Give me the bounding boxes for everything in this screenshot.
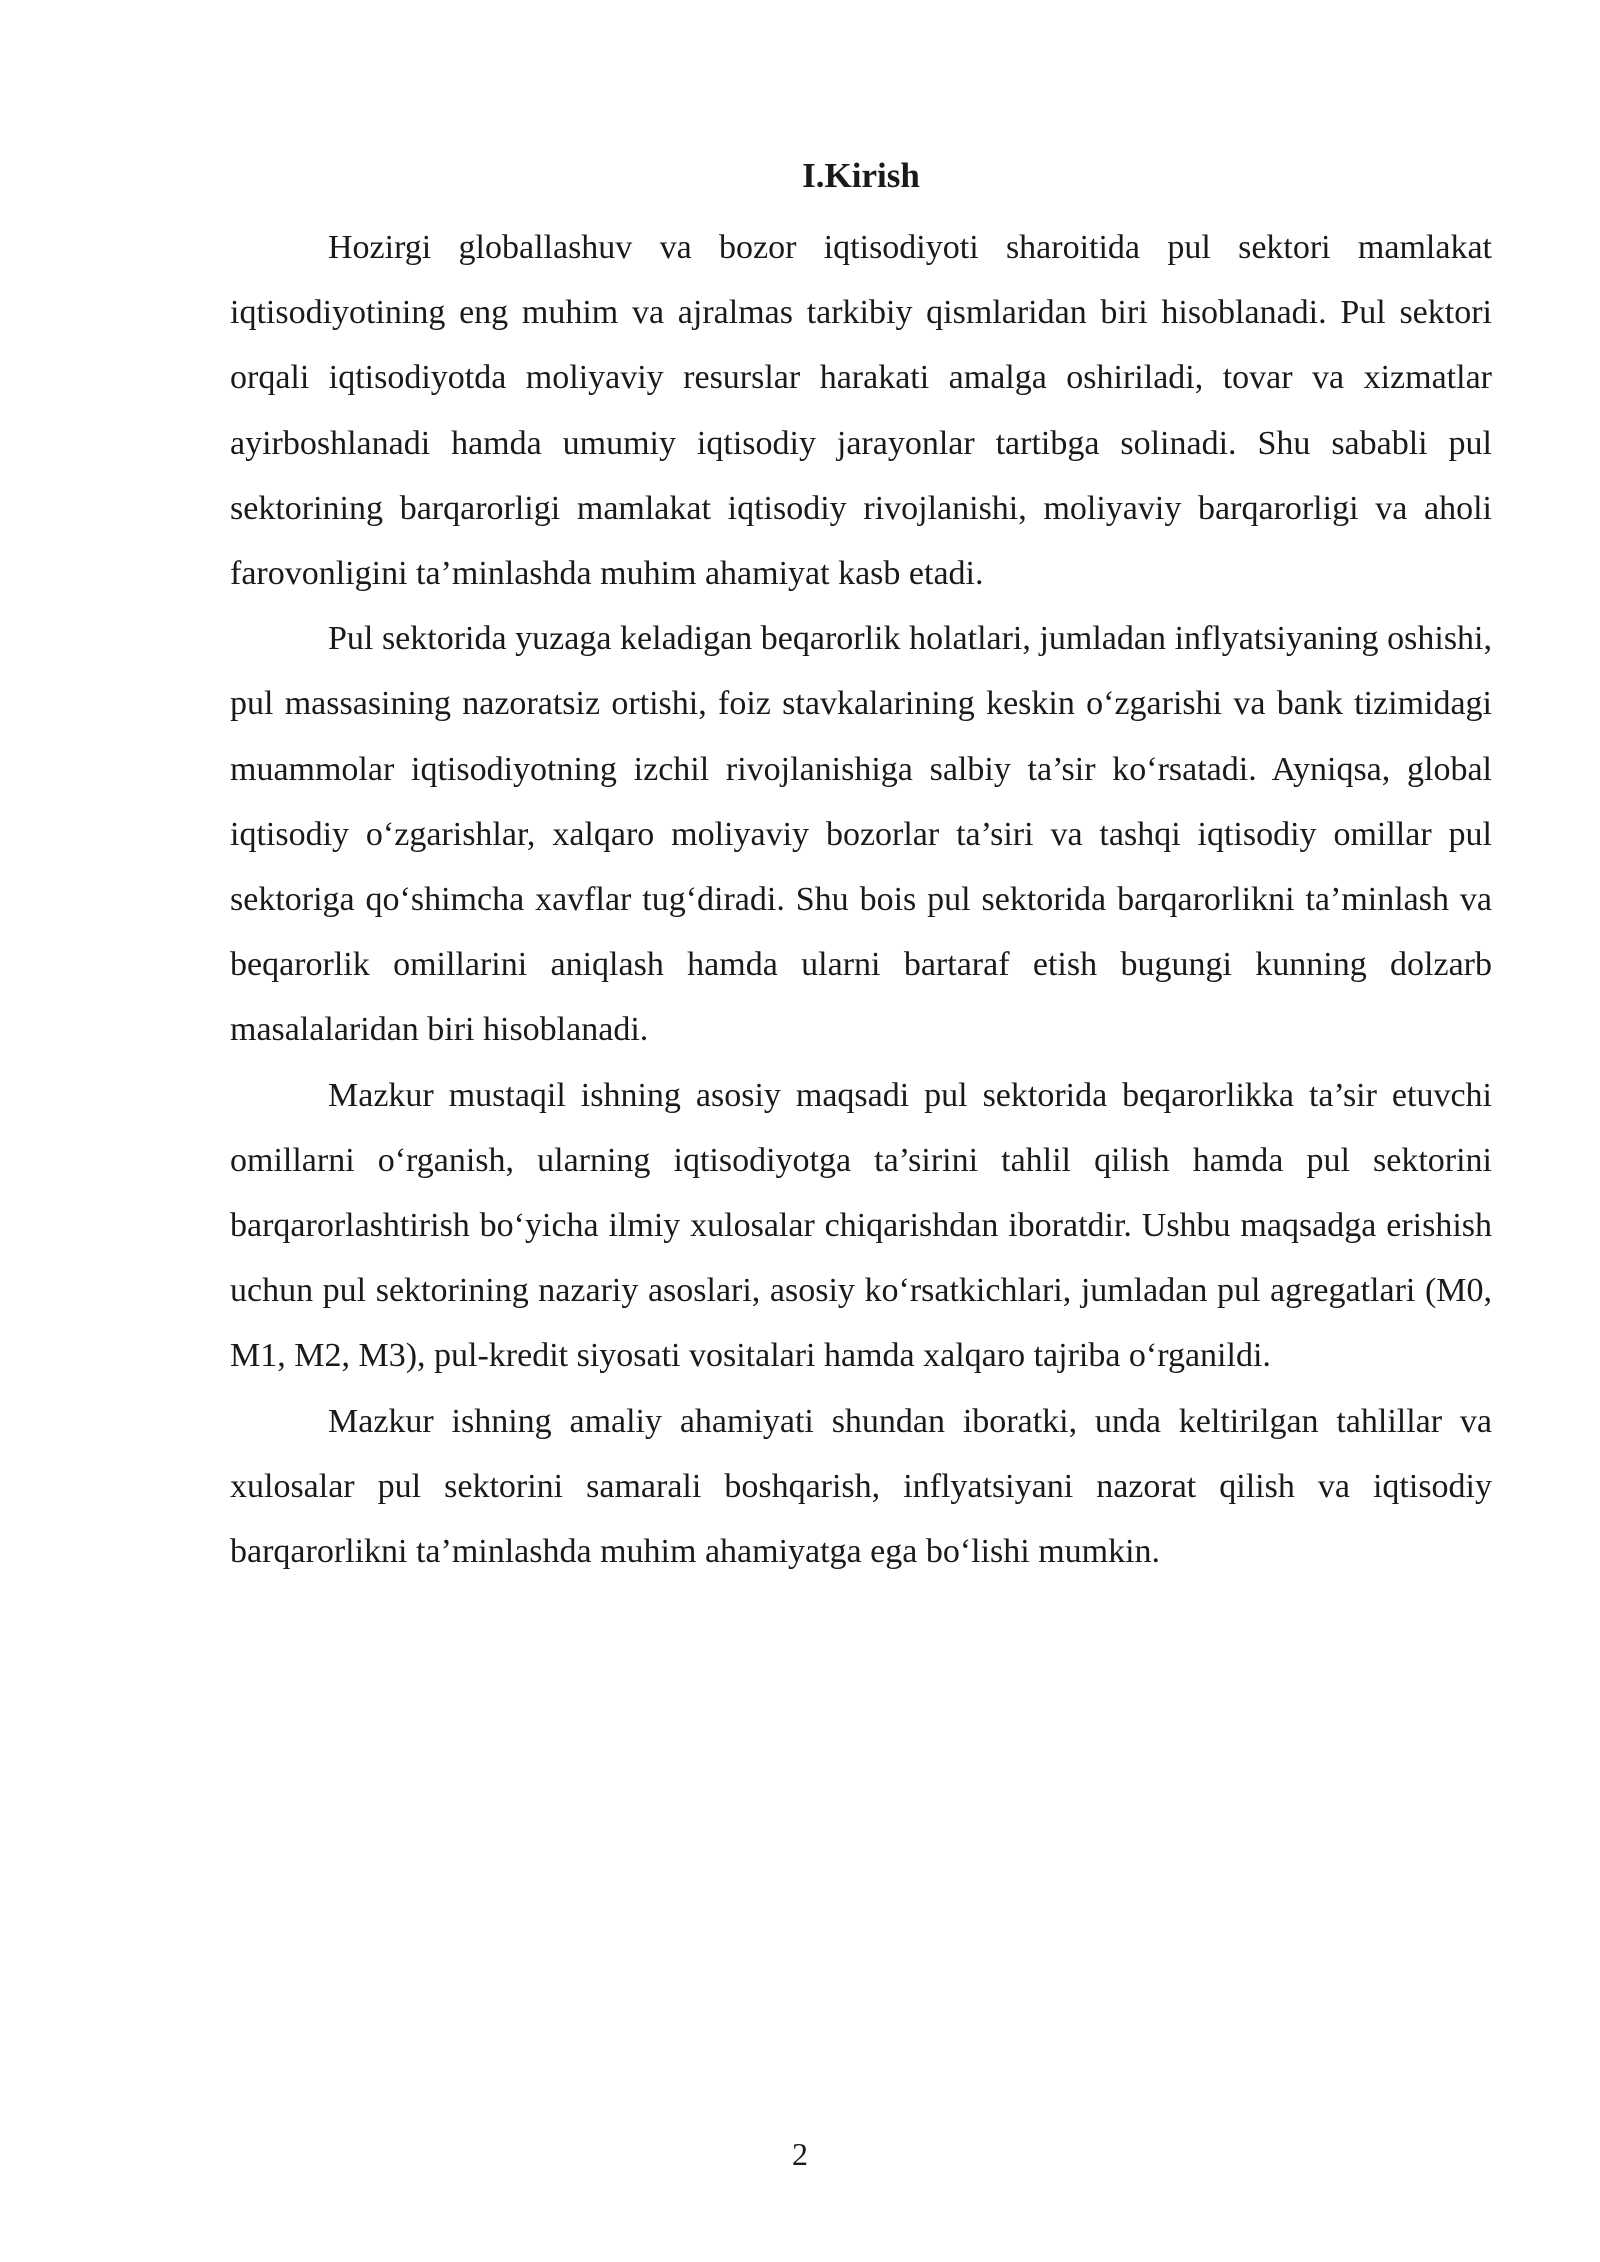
paragraph-1: Hozirgi globallashuv va bozor iqtisodiyoti sharoitida pul sektori mamlakat iqtisodiyotining eng muhim va ajralmas tarkibiy qismlaridan biri hisoblanadi. Pul sektori orqali iqtisodiyotda moliyaviy resurslar harakati amalga oshiriladi, tovar va xizmatlar ayirboshlanadi hamda umumiy iqtisodiy jarayonlar tartibga solinadi. Shu sababli pul sektorining barqarorligi mamlakat iqtisodiy rivojlanishi, moliyaviy barqarorligi va aholi farovonligini ta’minlashda muhim ahamiyat kasb etadi. — [230, 229, 1492, 593]
body-text — [230, 215, 1492, 1584]
paragraph-2: Pul sektorida yuzaga keladigan beqarorlik holatlari, jumladan inflyatsiyaning oshishi, pul massasining nazoratsiz ortishi, foiz stavkalarining keskin o‘zgarishi va bank tizimidagi muammolar iqtisodiyotning izchil rivojlanishiga salbiy ta’sir ko‘rsatadi. Ayniqsa, global iqtisodiy o‘zgarishlar, xalqaro moliyaviy bozorlar ta’siri va tashqi iqtisodiy omillar pul sektoriga qo‘shimcha xavflar tug‘diradi. Shu bois pul sektorida barqarorlikni ta’minlash va beqarorlik omillarini aniqlash hamda ularni bartaraf etish bugungi kunning dolzarb masalalaridan biri hisoblanadi. — [230, 620, 1492, 1049]
page-number: 2 — [792, 2136, 808, 2172]
section-title: I.Kirish — [802, 156, 920, 195]
paragraph-3: Mazkur mustaqil ishning asosiy maqsadi pul sektorida beqarorlikka ta’sir etuvchi omillarni o‘rganish, ularning iqtisodiyotga ta’sirini tahlil qilish hamda pul sektorini barqarorlashtirish bo‘yicha ilmiy xulosalar chiqarishdan iboratdir. Ushbu maqsadga erishish uchun pul sektorining nazariy asoslari, asosiy ko‘rsatkichlari, jumladan pul agregatlari (M0, M1, M2, M3), pul-kredit siyosati vositalari hamda xalqaro tajriba o‘rganildi. — [230, 1076, 1492, 1375]
paragraph-4: Mazkur ishning amaliy ahamiyati shundan iboratki, unda keltirilgan tahlillar va xulosalar pul sektorini samarali boshqarish, inflyatsiyani nazorat qilish va iqtisodiy barqarorlikni ta’minlashda muhim ahamiyatga ega bo‘lishi mumkin. — [230, 1402, 1492, 1571]
